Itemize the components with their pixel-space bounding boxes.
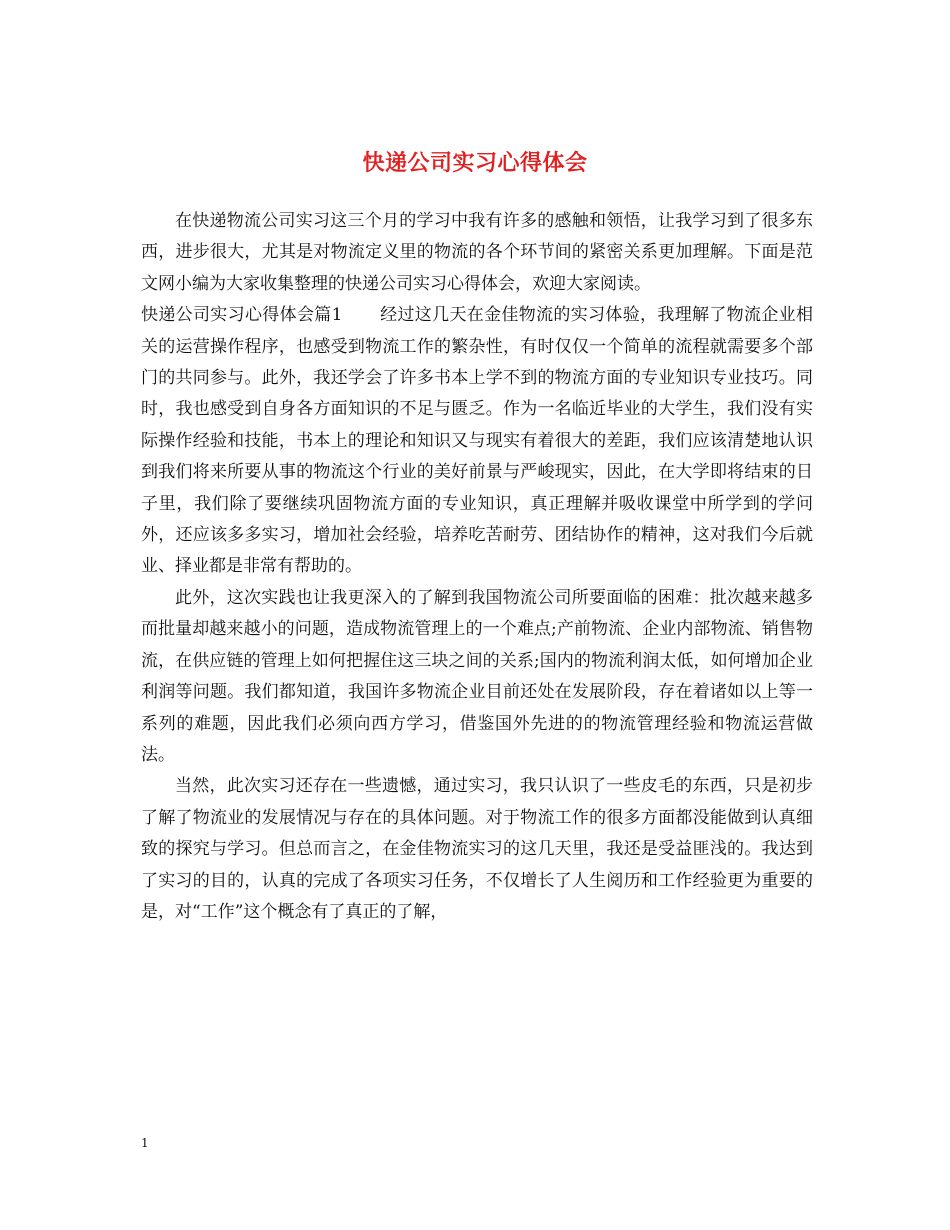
section-text: 经过这几天在金佳物流的实习体验，我理解了物流企业相关的运营操作程序，也感受到物流工作的繁杂性，有时仅仅一个简单的流程就需要多个部门的共同参与。此外，我还学会了许多书本上学不到的物流方面的专业知识专业技巧。同时，我也感受到自身各方面知识的不足与匮乏。作为一名临近毕业的大学生，我们没有实际操作经验和技能，书本上的理论和知识又与现实有着很大的差距，我们应该清楚地认识到我们将来所要从事的物流这个行业的美好前景与严峻现实，因此，在大学即将结束的日子里，我们除了要继续巩固物流方面的专业知识，真正理解并吸收课堂中所学到的学问外，还应该多多实习，增加社会经验，培养吃苦耐劳、团结协作的精神，这对我们今后就业、择业都是非常有帮助的。 bbox=[141, 305, 813, 577]
paragraph-conclusion: 当然，此次实习还存在一些遗憾，通过实习，我只认识了一些皮毛的东西，只是初步了解了物流业的发展情况与存在的具体问题。对于物流工作的很多方面都没能做到认真细致的探究与学习。但总而言之，在金佳物流实习的这几天里，我还是受益匪浅的。我达到了实习的目的，认真的完成了各项实习任务，不仅增长了人生阅历和工作经验更为重要的是，对“工作”这个概念有了真正的了解， bbox=[141, 776, 813, 922]
paragraph-intro: 在快递物流公司实习这三个月的学习中我有许多的感触和领悟，让我学习到了很多东西，进步很大，尤其是对物流定义里的物流的各个环节间的紧密关系更加理解。下面是范文网小编为大家收集整理的快递公司实习心得体会，欢迎大家阅读。 bbox=[141, 211, 813, 294]
document-body bbox=[141, 206, 813, 928]
paragraph-challenges: 此外，这次实践也让我更深入的了解到我国物流公司所要面临的困难：批次越来越多而批量却越来越小的问题，造成物流管理上的一个难点;产前物流、企业内部物流、销售物流，在供应链的管理上如何把握住这三块之间的关系;国内的物流利润太低，如何增加企业利润等问题。我们都知道，我国许多物流企业目前还处在发展阶段，存在着诸如以上等一系列的难题，因此我们必须向西方学习，借鉴国外先进的的物流管理经验和物流运营做法。 bbox=[141, 587, 813, 765]
page-number: 1 bbox=[141, 1136, 149, 1150]
section-heading: 快递公司实习心得体会篇1 bbox=[141, 305, 343, 326]
document-title: 快递公司实习心得体会 bbox=[362, 149, 588, 176]
paragraph-section-1 bbox=[141, 300, 813, 583]
